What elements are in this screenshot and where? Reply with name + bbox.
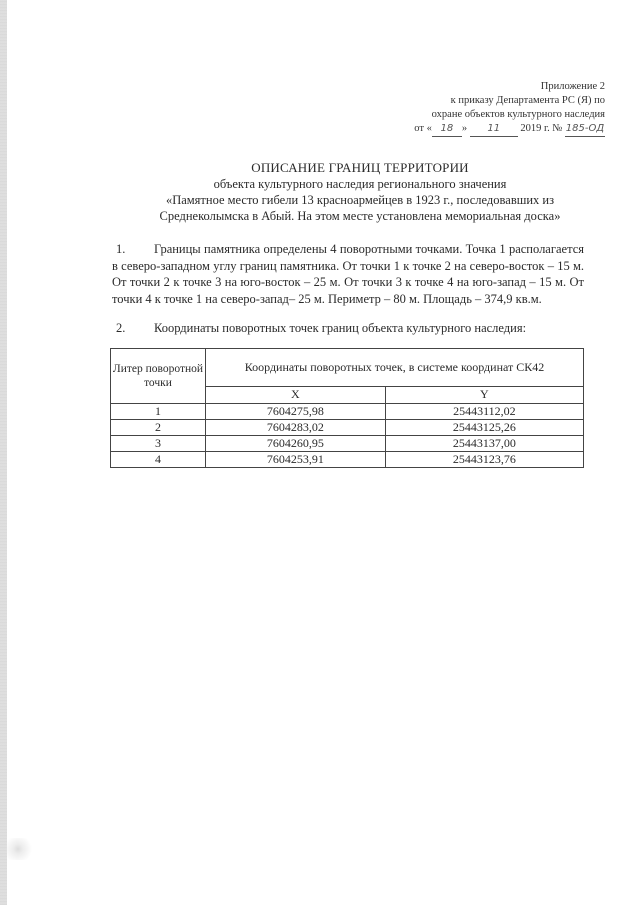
scan-edge-artifact [0,0,7,905]
handwritten-month: 11 [470,122,518,137]
header-coordinates: Координаты поворотных точек, в системе координат СК42 [206,349,584,387]
order-date-line [414,122,605,137]
table-row [111,452,584,468]
cell-x: 7604275,98 [206,404,386,420]
handwritten-order-number: 185-ОД [565,122,605,137]
appendix-header [414,80,605,137]
cell-point: 4 [111,452,206,468]
date-prefix: от « [414,123,432,134]
paragraph-2 [112,320,584,337]
date-suffix: 2019 г. № [520,123,563,134]
title-main: ОПИСАНИЕ ГРАНИЦ ТЕРРИТОРИИ [251,160,469,175]
scan-smudge [6,838,36,860]
cell-y: 25443112,02 [385,404,583,420]
paragraph-text: Координаты поворотных точек границ объекта культурного наследия: [154,321,527,335]
document-title [120,160,600,224]
header-liter: Литер поворотной точки [111,349,206,404]
title-object-name-2: Среднеколымска в Абый. На этом месте установлена мемориальная доска» [159,209,561,223]
paragraph-text: Границы памятника определены 4 поворотными точками. Точка 1 располагается в северо-западном углу границ памятника. От точки 1 к точке 2 на северо-восток – 15 м. От точки 2 к точке 3 на юго-восток – 25 м. От точки 3 к точке 4 на юго-запад – 15 м. От точки 4 к точке 1 на северо-запад– 25 м. Периметр – 80 м. Площадь – 374,9 кв.м. [112,242,584,306]
cell-y: 25443137,00 [385,436,583,452]
handwritten-day: 18 [432,122,462,137]
table-row [111,436,584,452]
cell-point: 1 [111,404,206,420]
order-reference: к приказу Департамента РС (Я) по [450,95,605,106]
title-subtitle: объекта культурного наследия регионального значения [213,177,507,191]
header-y: Y [385,386,583,403]
cell-x: 7604253,91 [206,452,386,468]
header-x: X [206,386,386,403]
coordinates-table [110,348,584,468]
paragraph-number: 1. [116,242,126,256]
title-object-name-1: «Памятное место гибели 13 красноармейцев в 1923 г., последовавших из [165,193,555,207]
table-row [111,404,584,420]
appendix-label: Приложение 2 [540,81,605,92]
cell-x: 7604260,95 [206,436,386,452]
paragraph-number: 2. [116,321,126,335]
paragraph-1 [112,241,584,307]
date-mid: » [461,123,468,134]
cell-point: 2 [111,420,206,436]
table-row [111,420,584,436]
cell-y: 25443125,26 [385,420,583,436]
table-header-row [111,349,584,387]
cell-point: 3 [111,436,206,452]
department-name: охране объектов культурного наследия [431,109,605,120]
cell-x: 7604283,02 [206,420,386,436]
cell-y: 25443123,76 [385,452,583,468]
